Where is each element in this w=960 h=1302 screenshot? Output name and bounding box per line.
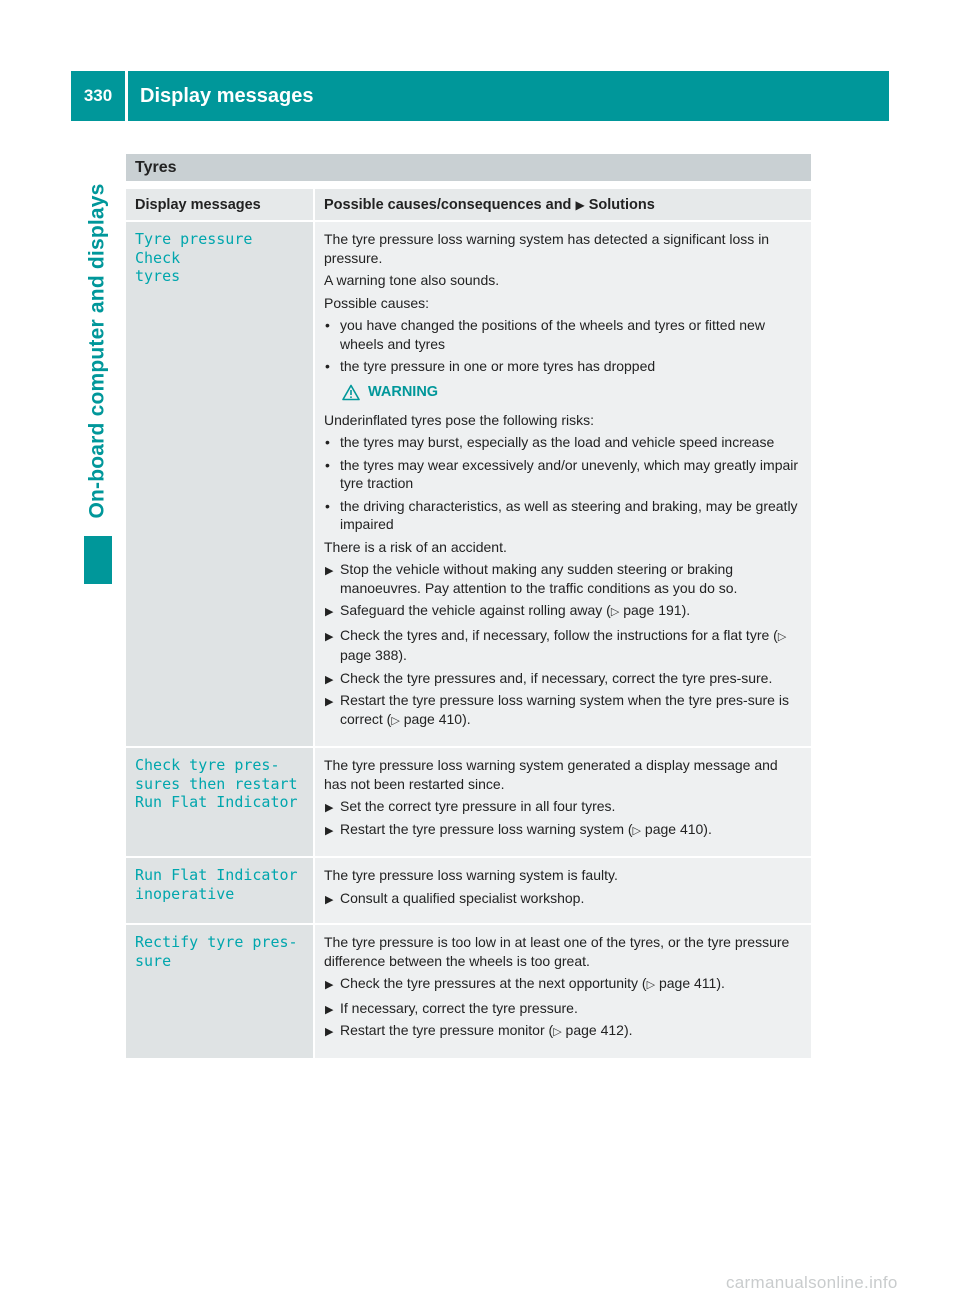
message-cell	[126, 924, 314, 1059]
page-number: 330	[71, 71, 125, 121]
action-step: ▶ Check the tyres and, if necessary, follow the instructions for a flat tyre (▷ page 388).	[325, 626, 787, 663]
action-arrow-icon: ▶	[325, 802, 334, 814]
action-arrow-icon: ▶	[325, 630, 334, 643]
page-ref-link[interactable]: page 410).	[644, 820, 712, 837]
warning-label: WARNING	[368, 384, 439, 400]
action-arrow-icon: ▶	[325, 1003, 334, 1016]
side-tab-label: On-board computer and displays	[86, 183, 109, 519]
action-arrow-icon: ▶	[325, 1026, 334, 1038]
col-header-messages: Display messages	[126, 189, 314, 221]
solution-cell	[314, 857, 811, 924]
page-ref-icon: ▷	[391, 714, 400, 727]
action-step: ▶ Stop the vehicle without making any sudden steering or braking manoeuvres. Pay attention to the traffic conditions as you do so.	[325, 561, 738, 596]
col-header-solutions-text: Solutions	[588, 196, 655, 213]
table-row	[126, 857, 811, 924]
description-text: The tyre pressure is too low in at least one of the tyres, or the tyre pressure difference between the wheels is too great.	[324, 934, 790, 969]
page-ref-link[interactable]: page 388).	[340, 647, 407, 663]
bullet-icon: •	[325, 456, 330, 473]
solution-cell	[314, 221, 811, 747]
solution-cell	[314, 924, 811, 1059]
description-text: A warning tone also sounds.	[324, 272, 500, 288]
page-ref-link[interactable]: page 191).	[623, 602, 691, 618]
bullet-item: • the tyres may wear excessively and/or unevenly, which may greatly impair tyre traction	[325, 456, 799, 491]
bullet-icon: •	[325, 434, 330, 450]
message-cell	[126, 857, 314, 924]
display-message-text: Run Flat Indicator inoperative	[135, 866, 298, 903]
action-step: ▶ Restart the tyre pressure loss warning system (▷ page 410).	[324, 820, 803, 841]
action-step: ▶ Check the tyre pressures at the next opportunity (▷ page 411).	[324, 974, 803, 995]
action-arrow-icon: ▶	[325, 565, 334, 577]
bullet-item: • the tyres may burst, especially as the load and vehicle speed increase	[325, 434, 775, 450]
display-message-text: Tyre pressure Check tyres	[135, 230, 253, 285]
bullet-item: • the driving characteristics, as well as steering and braking, may be greatly impaired	[325, 497, 798, 532]
action-step: ▶ Safeguard the vehicle against rolling away (▷ page 191).	[324, 601, 803, 622]
side-chapter-tab	[84, 166, 112, 536]
description-text: Possible causes:	[324, 294, 430, 311]
table-header-row	[126, 189, 811, 221]
action-arrow-icon: ▶	[325, 696, 334, 708]
bullet-icon: •	[325, 317, 330, 333]
side-tab-marker	[84, 536, 112, 584]
solution-cell	[314, 747, 811, 857]
page-ref-icon: ▷	[646, 979, 656, 991]
action-arrow-icon: ▶	[325, 979, 334, 991]
bullet-icon: •	[325, 358, 330, 374]
display-message-text: Check tyre pres- sures then restart Run Flat Indicator	[135, 756, 298, 811]
action-step: ▶ Consult a qualified specialist workshop.	[324, 889, 803, 908]
page-ref-link[interactable]: page 412).	[565, 1022, 633, 1038]
message-cell	[126, 747, 314, 857]
page-ref-icon: ▷	[610, 606, 620, 618]
page-ref-link[interactable]: page 411).	[658, 975, 725, 991]
table-row	[126, 924, 811, 1059]
page-ref-icon: ▷	[632, 824, 642, 837]
action-step: ▶ Check the tyre pressures and, if necessary, correct the tyre pres-sure.	[324, 669, 803, 688]
display-message-text: Rectify tyre pres- sure	[135, 933, 298, 970]
action-step: ▶ If necessary, correct the tyre pressure.	[324, 999, 803, 1018]
page-ref-link[interactable]: page 410).	[403, 710, 471, 727]
col-header-causes-text: Possible causes/consequences and	[324, 196, 572, 213]
warning-heading	[342, 384, 803, 401]
description-text: The tyre pressure loss warning system is faulty.	[324, 867, 618, 883]
section-title: Tyres	[126, 154, 811, 181]
action-step: ▶ Restart the tyre pressure monitor (▷ page 412).	[324, 1021, 803, 1042]
action-arrow-icon: ▶	[325, 606, 334, 618]
action-arrow-icon: ▶	[325, 673, 334, 686]
page-ref-icon: ▷	[777, 630, 787, 643]
bullet-icon: •	[325, 497, 330, 514]
action-arrow-icon: ▶	[325, 893, 334, 906]
message-cell	[126, 221, 314, 747]
col-header-causes	[314, 189, 811, 221]
bullet-item: • you have changed the positions of the wheels and tyres or fitted new wheels and tyres	[325, 317, 765, 352]
action-arrow-icon: ▶	[325, 824, 334, 837]
chapter-title: Display messages	[128, 71, 889, 121]
action-arrow-icon: ▶	[575, 197, 585, 212]
table-row	[126, 221, 811, 747]
description-text: The tyre pressure loss warning system has detected a significant loss in pressure.	[324, 231, 770, 266]
display-messages-table	[126, 189, 811, 1060]
bullet-item: • the tyre pressure in one or more tyres has dropped	[325, 358, 656, 374]
description-text: There is a risk of an accident.	[324, 538, 507, 555]
table-row	[126, 747, 811, 857]
description-text: The tyre pressure loss warning system generated a display message and has not been restarted since.	[324, 757, 778, 792]
action-step: ▶ Restart the tyre pressure loss warning system when the tyre pres-sure is correct (▷ page 410).	[325, 692, 789, 727]
description-text: Underinflated tyres pose the following risks:	[324, 411, 595, 428]
footer-watermark: carmanualsonline.info	[726, 1273, 898, 1292]
warning-triangle-icon	[342, 384, 360, 401]
action-step: ▶ Set the correct tyre pressure in all four tyres.	[324, 797, 803, 816]
page-ref-icon: ▷	[553, 1026, 562, 1038]
